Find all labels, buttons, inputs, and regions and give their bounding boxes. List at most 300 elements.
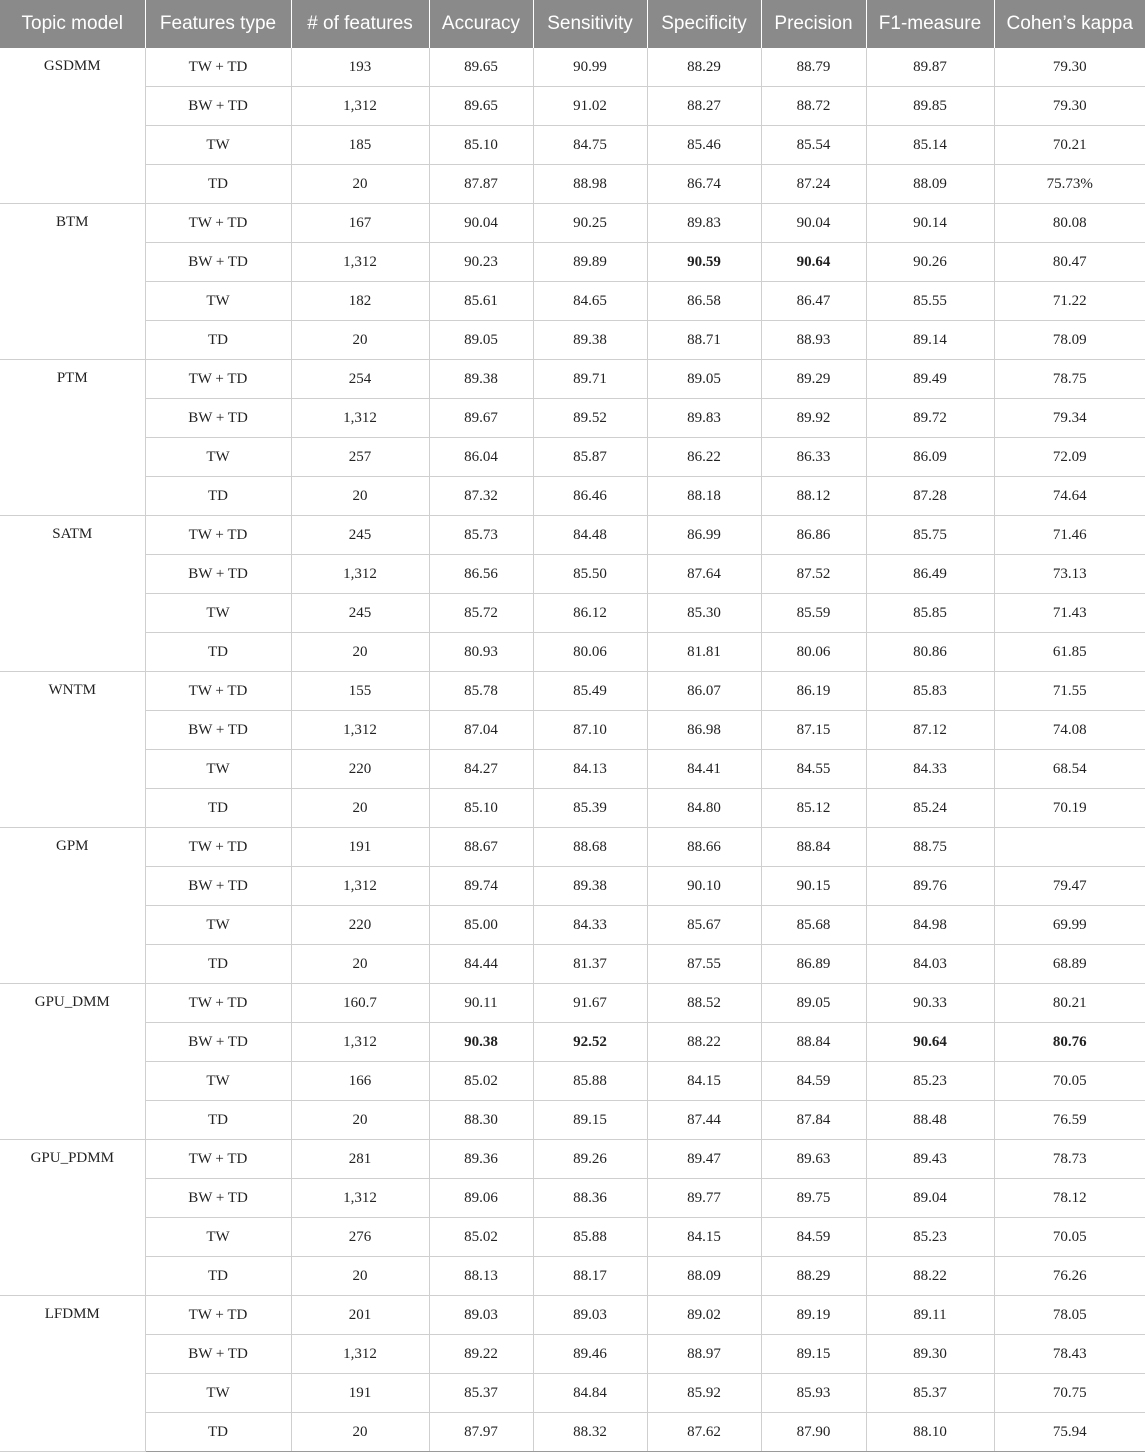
features-type-cell: TW [145, 438, 291, 477]
accuracy-cell: 89.74 [429, 867, 533, 906]
f1-measure-cell: 85.14 [866, 126, 994, 165]
sensitivity-cell: 91.02 [533, 87, 647, 126]
accuracy-cell: 86.04 [429, 438, 533, 477]
precision-cell: 89.29 [761, 360, 866, 399]
cohens-kappa-cell: 78.09 [994, 321, 1145, 360]
precision-cell: 89.92 [761, 399, 866, 438]
sensitivity-cell: 88.17 [533, 1257, 647, 1296]
accuracy-cell: 84.44 [429, 945, 533, 984]
accuracy-cell: 80.93 [429, 633, 533, 672]
topic-model-cell: BTM [0, 204, 145, 360]
precision-cell: 88.79 [761, 48, 866, 87]
table-row [0, 906, 1145, 945]
topic-model-cell: WNTM [0, 672, 145, 828]
features-type-cell: BW + TD [145, 1179, 291, 1218]
table-row [0, 1062, 1145, 1101]
specificity-cell: 90.10 [647, 867, 761, 906]
num-features-cell: 20 [291, 1413, 429, 1452]
accuracy-cell: 89.67 [429, 399, 533, 438]
f1-measure-cell: 85.23 [866, 1218, 994, 1257]
features-type-cell: TW [145, 594, 291, 633]
sensitivity-cell: 88.98 [533, 165, 647, 204]
f1-measure-cell: 85.23 [866, 1062, 994, 1101]
accuracy-cell: 89.38 [429, 360, 533, 399]
topic-model-cell: PTM [0, 360, 145, 516]
specificity-cell: 87.55 [647, 945, 761, 984]
cohens-kappa-cell: 73.13 [994, 555, 1145, 594]
num-features-cell: 1,312 [291, 555, 429, 594]
f1-measure-cell: 90.26 [866, 243, 994, 282]
precision-cell: 88.29 [761, 1257, 866, 1296]
f1-measure-cell: 85.83 [866, 672, 994, 711]
num-features-cell: 1,312 [291, 1023, 429, 1062]
sensitivity-cell: 86.12 [533, 594, 647, 633]
header-sensitivity: Sensitivity [533, 0, 647, 48]
features-type-cell: BW + TD [145, 399, 291, 438]
num-features-cell: 20 [291, 477, 429, 516]
accuracy-cell: 90.23 [429, 243, 533, 282]
specificity-cell: 88.52 [647, 984, 761, 1023]
cohens-kappa-cell: 79.30 [994, 48, 1145, 87]
accuracy-cell: 85.10 [429, 126, 533, 165]
sensitivity-cell: 89.52 [533, 399, 647, 438]
cohens-kappa-cell: 70.75 [994, 1374, 1145, 1413]
topic-model-cell: SATM [0, 516, 145, 672]
num-features-cell: 1,312 [291, 399, 429, 438]
features-type-cell: BW + TD [145, 243, 291, 282]
accuracy-cell: 90.38 [429, 1023, 533, 1062]
precision-cell: 89.15 [761, 1335, 866, 1374]
topic-model-cell: GSDMM [0, 48, 145, 204]
specificity-cell: 88.09 [647, 1257, 761, 1296]
f1-measure-cell: 89.76 [866, 867, 994, 906]
num-features-cell: 220 [291, 750, 429, 789]
specificity-cell: 85.46 [647, 126, 761, 165]
features-type-cell: BW + TD [145, 555, 291, 594]
sensitivity-cell: 89.03 [533, 1296, 647, 1335]
num-features-cell: 1,312 [291, 711, 429, 750]
header-accuracy: Accuracy [429, 0, 533, 48]
sensitivity-cell: 88.68 [533, 828, 647, 867]
table-row [0, 1023, 1145, 1062]
f1-measure-cell: 89.85 [866, 87, 994, 126]
num-features-cell: 191 [291, 828, 429, 867]
sensitivity-cell: 89.15 [533, 1101, 647, 1140]
header-specificity: Specificity [647, 0, 761, 48]
features-type-cell: TW + TD [145, 1140, 291, 1179]
features-type-cell: TW [145, 1374, 291, 1413]
precision-cell: 90.04 [761, 204, 866, 243]
header-features-type: Features type [145, 0, 291, 48]
table-row [0, 1179, 1145, 1218]
cohens-kappa-cell: 79.34 [994, 399, 1145, 438]
features-type-cell: TW [145, 906, 291, 945]
table-row [0, 477, 1145, 516]
sensitivity-cell: 90.99 [533, 48, 647, 87]
header-cohens-kappa: Cohen’s kappa [994, 0, 1145, 48]
f1-measure-cell: 85.37 [866, 1374, 994, 1413]
header-row [0, 0, 1145, 48]
precision-cell: 84.59 [761, 1218, 866, 1257]
num-features-cell: 20 [291, 321, 429, 360]
specificity-cell: 84.80 [647, 789, 761, 828]
table-row [0, 87, 1145, 126]
features-type-cell: TW + TD [145, 204, 291, 243]
f1-measure-cell: 88.48 [866, 1101, 994, 1140]
specificity-cell: 89.83 [647, 399, 761, 438]
cohens-kappa-cell: 70.21 [994, 126, 1145, 165]
features-type-cell: TW + TD [145, 48, 291, 87]
cohens-kappa-cell: 80.08 [994, 204, 1145, 243]
specificity-cell: 87.62 [647, 1413, 761, 1452]
precision-cell: 84.55 [761, 750, 866, 789]
num-features-cell: 254 [291, 360, 429, 399]
num-features-cell: 1,312 [291, 1179, 429, 1218]
precision-cell: 80.06 [761, 633, 866, 672]
num-features-cell: 1,312 [291, 243, 429, 282]
num-features-cell: 281 [291, 1140, 429, 1179]
table-row [0, 594, 1145, 633]
accuracy-cell: 89.22 [429, 1335, 533, 1374]
specificity-cell: 88.29 [647, 48, 761, 87]
sensitivity-cell: 85.88 [533, 1218, 647, 1257]
specificity-cell: 88.71 [647, 321, 761, 360]
num-features-cell: 257 [291, 438, 429, 477]
f1-measure-cell: 89.72 [866, 399, 994, 438]
precision-cell: 85.68 [761, 906, 866, 945]
precision-cell: 87.90 [761, 1413, 866, 1452]
accuracy-cell: 88.30 [429, 1101, 533, 1140]
cohens-kappa-cell: 61.85 [994, 633, 1145, 672]
accuracy-cell: 89.05 [429, 321, 533, 360]
table-row [0, 516, 1145, 555]
sensitivity-cell: 89.71 [533, 360, 647, 399]
f1-measure-cell: 84.03 [866, 945, 994, 984]
table-row [0, 867, 1145, 906]
table-row [0, 1413, 1145, 1452]
specificity-cell: 84.41 [647, 750, 761, 789]
specificity-cell: 86.74 [647, 165, 761, 204]
cohens-kappa-cell: 78.75 [994, 360, 1145, 399]
features-type-cell: TW + TD [145, 672, 291, 711]
cohens-kappa-cell: 71.46 [994, 516, 1145, 555]
f1-measure-cell: 86.49 [866, 555, 994, 594]
f1-measure-cell: 89.30 [866, 1335, 994, 1374]
f1-measure-cell: 90.14 [866, 204, 994, 243]
specificity-cell: 88.66 [647, 828, 761, 867]
sensitivity-cell: 92.52 [533, 1023, 647, 1062]
cohens-kappa-cell: 68.89 [994, 945, 1145, 984]
features-type-cell: TW + TD [145, 1296, 291, 1335]
cohens-kappa-cell: 70.19 [994, 789, 1145, 828]
cohens-kappa-cell: 69.99 [994, 906, 1145, 945]
cohens-kappa-cell: 76.59 [994, 1101, 1145, 1140]
cohens-kappa-cell: 78.05 [994, 1296, 1145, 1335]
specificity-cell: 88.22 [647, 1023, 761, 1062]
f1-measure-cell: 84.98 [866, 906, 994, 945]
sensitivity-cell: 85.88 [533, 1062, 647, 1101]
specificity-cell: 86.99 [647, 516, 761, 555]
f1-measure-cell: 80.86 [866, 633, 994, 672]
accuracy-cell: 90.11 [429, 984, 533, 1023]
precision-cell: 86.47 [761, 282, 866, 321]
sensitivity-cell: 89.38 [533, 321, 647, 360]
sensitivity-cell: 84.13 [533, 750, 647, 789]
cohens-kappa-cell: 80.76 [994, 1023, 1145, 1062]
features-type-cell: TW [145, 1062, 291, 1101]
precision-cell: 85.59 [761, 594, 866, 633]
accuracy-cell: 85.02 [429, 1218, 533, 1257]
accuracy-cell: 89.06 [429, 1179, 533, 1218]
num-features-cell: 160.7 [291, 984, 429, 1023]
f1-measure-cell: 89.11 [866, 1296, 994, 1335]
num-features-cell: 20 [291, 789, 429, 828]
num-features-cell: 20 [291, 1257, 429, 1296]
accuracy-cell: 88.13 [429, 1257, 533, 1296]
precision-cell: 86.89 [761, 945, 866, 984]
num-features-cell: 167 [291, 204, 429, 243]
num-features-cell: 245 [291, 516, 429, 555]
features-type-cell: TW [145, 750, 291, 789]
f1-measure-cell: 87.28 [866, 477, 994, 516]
num-features-cell: 20 [291, 633, 429, 672]
table-row [0, 1140, 1145, 1179]
precision-cell: 89.05 [761, 984, 866, 1023]
features-type-cell: TW + TD [145, 984, 291, 1023]
num-features-cell: 1,312 [291, 1335, 429, 1374]
sensitivity-cell: 84.84 [533, 1374, 647, 1413]
specificity-cell: 89.05 [647, 360, 761, 399]
precision-cell: 87.24 [761, 165, 866, 204]
f1-measure-cell: 87.12 [866, 711, 994, 750]
features-type-cell: TD [145, 1257, 291, 1296]
sensitivity-cell: 85.49 [533, 672, 647, 711]
precision-cell: 89.19 [761, 1296, 866, 1335]
cohens-kappa-cell: 70.05 [994, 1062, 1145, 1101]
sensitivity-cell: 84.33 [533, 906, 647, 945]
table-row [0, 750, 1145, 789]
f1-measure-cell: 86.09 [866, 438, 994, 477]
features-type-cell: TD [145, 633, 291, 672]
sensitivity-cell: 89.26 [533, 1140, 647, 1179]
precision-cell: 85.54 [761, 126, 866, 165]
table-row [0, 828, 1145, 867]
accuracy-cell: 89.65 [429, 87, 533, 126]
features-type-cell: BW + TD [145, 1335, 291, 1374]
accuracy-cell: 85.02 [429, 1062, 533, 1101]
features-type-cell: TD [145, 789, 291, 828]
features-type-cell: TD [145, 165, 291, 204]
table-row [0, 1374, 1145, 1413]
accuracy-cell: 89.03 [429, 1296, 533, 1335]
accuracy-cell: 85.61 [429, 282, 533, 321]
num-features-cell: 20 [291, 945, 429, 984]
num-features-cell: 220 [291, 906, 429, 945]
specificity-cell: 86.98 [647, 711, 761, 750]
header-precision: Precision [761, 0, 866, 48]
specificity-cell: 86.58 [647, 282, 761, 321]
precision-cell: 88.72 [761, 87, 866, 126]
cohens-kappa-cell: 75.73% [994, 165, 1145, 204]
num-features-cell: 166 [291, 1062, 429, 1101]
precision-cell: 86.86 [761, 516, 866, 555]
f1-measure-cell: 89.87 [866, 48, 994, 87]
num-features-cell: 191 [291, 1374, 429, 1413]
table-row [0, 672, 1145, 711]
f1-measure-cell: 90.64 [866, 1023, 994, 1062]
sensitivity-cell: 80.06 [533, 633, 647, 672]
features-type-cell: TW [145, 126, 291, 165]
cohens-kappa-cell: 74.08 [994, 711, 1145, 750]
precision-cell: 86.19 [761, 672, 866, 711]
topic-model-cell: LFDMM [0, 1296, 145, 1452]
num-features-cell: 201 [291, 1296, 429, 1335]
f1-measure-cell: 85.24 [866, 789, 994, 828]
specificity-cell: 90.59 [647, 243, 761, 282]
accuracy-cell: 87.87 [429, 165, 533, 204]
f1-measure-cell: 89.14 [866, 321, 994, 360]
precision-cell: 87.15 [761, 711, 866, 750]
precision-cell: 87.52 [761, 555, 866, 594]
header-f1-measure: F1-measure [866, 0, 994, 48]
sensitivity-cell: 81.37 [533, 945, 647, 984]
table-row [0, 48, 1145, 87]
accuracy-cell: 90.04 [429, 204, 533, 243]
precision-cell: 88.84 [761, 1023, 866, 1062]
specificity-cell: 89.02 [647, 1296, 761, 1335]
cohens-kappa-cell: 79.47 [994, 867, 1145, 906]
cohens-kappa-cell: 78.43 [994, 1335, 1145, 1374]
accuracy-cell: 89.65 [429, 48, 533, 87]
table-row [0, 789, 1145, 828]
specificity-cell: 86.22 [647, 438, 761, 477]
table-row [0, 399, 1145, 438]
sensitivity-cell: 85.39 [533, 789, 647, 828]
num-features-cell: 245 [291, 594, 429, 633]
table-row [0, 945, 1145, 984]
cohens-kappa-cell: 70.05 [994, 1218, 1145, 1257]
specificity-cell: 89.77 [647, 1179, 761, 1218]
features-type-cell: BW + TD [145, 1023, 291, 1062]
specificity-cell: 86.07 [647, 672, 761, 711]
f1-measure-cell: 84.33 [866, 750, 994, 789]
f1-measure-cell: 85.85 [866, 594, 994, 633]
accuracy-cell: 85.78 [429, 672, 533, 711]
accuracy-cell: 86.56 [429, 555, 533, 594]
cohens-kappa-cell: 75.94 [994, 1413, 1145, 1452]
table-row [0, 204, 1145, 243]
sensitivity-cell: 84.48 [533, 516, 647, 555]
cohens-kappa-cell: 68.54 [994, 750, 1145, 789]
specificity-cell: 89.47 [647, 1140, 761, 1179]
topic-model-cell: GPU_DMM [0, 984, 145, 1140]
precision-cell: 84.59 [761, 1062, 866, 1101]
features-type-cell: TD [145, 1101, 291, 1140]
features-type-cell: BW + TD [145, 711, 291, 750]
sensitivity-cell: 88.36 [533, 1179, 647, 1218]
num-features-cell: 20 [291, 1101, 429, 1140]
sensitivity-cell: 84.65 [533, 282, 647, 321]
f1-measure-cell: 88.22 [866, 1257, 994, 1296]
f1-measure-cell: 88.75 [866, 828, 994, 867]
topic-model-cell: GPU_PDMM [0, 1140, 145, 1296]
accuracy-cell: 88.67 [429, 828, 533, 867]
sensitivity-cell: 89.46 [533, 1335, 647, 1374]
accuracy-cell: 87.97 [429, 1413, 533, 1452]
specificity-cell: 81.81 [647, 633, 761, 672]
header-num-features: # of features [291, 0, 429, 48]
cohens-kappa-cell: 80.21 [994, 984, 1145, 1023]
cohens-kappa-cell: 78.73 [994, 1140, 1145, 1179]
sensitivity-cell: 90.25 [533, 204, 647, 243]
num-features-cell: 1,312 [291, 87, 429, 126]
table-row [0, 282, 1145, 321]
accuracy-cell: 85.72 [429, 594, 533, 633]
num-features-cell: 193 [291, 48, 429, 87]
table-row [0, 438, 1145, 477]
table-row [0, 711, 1145, 750]
precision-cell: 88.93 [761, 321, 866, 360]
table-row [0, 360, 1145, 399]
table-row [0, 1218, 1145, 1257]
table-row [0, 165, 1145, 204]
accuracy-cell: 84.27 [429, 750, 533, 789]
cohens-kappa-cell: 71.22 [994, 282, 1145, 321]
accuracy-cell: 85.37 [429, 1374, 533, 1413]
accuracy-cell: 89.36 [429, 1140, 533, 1179]
num-features-cell: 1,312 [291, 867, 429, 906]
precision-cell: 85.12 [761, 789, 866, 828]
num-features-cell: 182 [291, 282, 429, 321]
accuracy-cell: 85.00 [429, 906, 533, 945]
precision-cell: 88.12 [761, 477, 866, 516]
specificity-cell: 88.18 [647, 477, 761, 516]
f1-measure-cell: 85.75 [866, 516, 994, 555]
cohens-kappa-cell: 71.43 [994, 594, 1145, 633]
table-row [0, 126, 1145, 165]
features-type-cell: TW + TD [145, 516, 291, 555]
f1-measure-cell: 88.10 [866, 1413, 994, 1452]
specificity-cell: 85.67 [647, 906, 761, 945]
features-type-cell: TW + TD [145, 828, 291, 867]
table-row [0, 321, 1145, 360]
sensitivity-cell: 89.38 [533, 867, 647, 906]
cohens-kappa-cell: 71.55 [994, 672, 1145, 711]
precision-cell: 90.64 [761, 243, 866, 282]
specificity-cell: 85.30 [647, 594, 761, 633]
num-features-cell: 185 [291, 126, 429, 165]
f1-measure-cell: 88.09 [866, 165, 994, 204]
cohens-kappa-cell: 72.09 [994, 438, 1145, 477]
accuracy-cell: 85.10 [429, 789, 533, 828]
table-row [0, 555, 1145, 594]
sensitivity-cell: 85.50 [533, 555, 647, 594]
cohens-kappa-cell: 76.26 [994, 1257, 1145, 1296]
table-row [0, 984, 1145, 1023]
sensitivity-cell: 89.89 [533, 243, 647, 282]
precision-cell: 90.15 [761, 867, 866, 906]
specificity-cell: 87.64 [647, 555, 761, 594]
table-row [0, 1101, 1145, 1140]
cohens-kappa-cell: 78.12 [994, 1179, 1145, 1218]
specificity-cell: 88.27 [647, 87, 761, 126]
f1-measure-cell: 90.33 [866, 984, 994, 1023]
cohens-kappa-cell: 80.47 [994, 243, 1145, 282]
precision-cell: 88.84 [761, 828, 866, 867]
table-row [0, 1296, 1145, 1335]
precision-cell: 87.84 [761, 1101, 866, 1140]
features-type-cell: BW + TD [145, 87, 291, 126]
